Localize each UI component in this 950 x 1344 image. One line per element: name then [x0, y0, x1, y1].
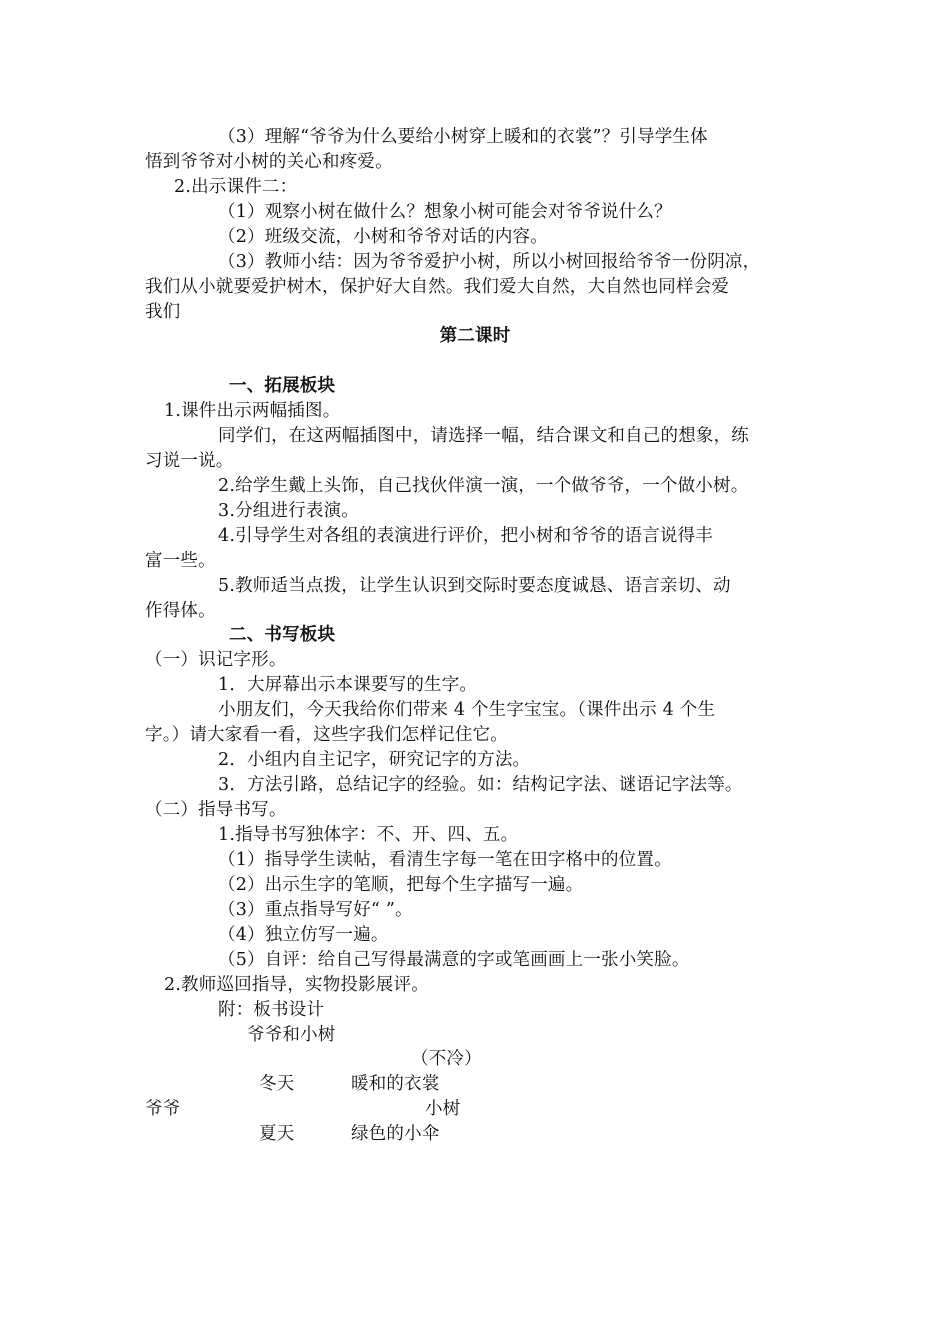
- text-line: 附：板书设计: [218, 1000, 325, 1020]
- text-line: （1）指导学生读帖，看清生字每一笔在田字格中的位置。: [218, 850, 672, 870]
- section-heading: 二、书写板块: [229, 625, 336, 645]
- text-line: （2）出示生字的笔顺，把每个生字描写一遍。: [218, 875, 584, 895]
- text-line: 2．小组内自主记字，研究记字的方法。: [218, 750, 531, 770]
- text-line: （二）指导书写。: [145, 800, 287, 820]
- text-line: （2）班级交流，小树和爷爷对话的内容。: [218, 227, 548, 247]
- text-line: 1.课件出示两幅插图。: [164, 401, 341, 421]
- text-line: 我们从小就要爱护树木，保护好大自然。我们爱大自然，大自然也同样会爱: [145, 277, 730, 297]
- text-line: 5.教师适当点拨，让学生认识到交际时要态度诚恳、语言亲切、动: [218, 576, 731, 596]
- board-text: 暖和的衣裳: [351, 1074, 440, 1094]
- text-line: 我们: [145, 302, 181, 322]
- text-line: 同学们，在这两幅插图中，请选择一幅，结合课文和自己的想象，练: [218, 426, 749, 446]
- board-text: 小树: [425, 1099, 461, 1119]
- text-line: 2.出示课件二：: [174, 177, 298, 197]
- text-line: 习说一说。: [145, 451, 234, 471]
- text-line: （4）独立仿写一遍。: [218, 925, 389, 945]
- board-text: 爷爷: [145, 1099, 181, 1119]
- text-line: （3）教师小结：因为爷爷爱护小树，所以小树回报给爷爷一份阴凉，: [218, 252, 761, 272]
- text-line: 3．方法引路，总结记字的经验。如：结构记字法、谜语记字法等。: [218, 775, 743, 795]
- text-line: 3.分组进行表演。: [218, 501, 359, 521]
- text-line: 2.教师巡回指导，实物投影展评。: [164, 975, 429, 995]
- text-line: （1）观察小树在做什么？想象小树可能会对爷爷说什么？: [218, 202, 672, 222]
- board-text: 夏天: [259, 1124, 295, 1144]
- board-text: （不冷）: [411, 1049, 482, 1069]
- text-line: 2.给学生戴上头饰，自己找伙伴演一演，一个做爷爷，一个做小树。: [218, 476, 749, 496]
- board-text: 绿色的小伞: [351, 1124, 440, 1144]
- text-line: 悟到爷爷对小树的关心和疼爱。: [145, 152, 393, 172]
- text-line: 1．大屏幕出示本课要写的生字。: [218, 675, 478, 695]
- text-line: （一）识记字形。: [145, 650, 287, 670]
- board-text: 冬天: [259, 1074, 295, 1094]
- section-title: 第二课时: [439, 326, 511, 346]
- board-title: 爷爷和小树: [247, 1025, 336, 1045]
- text-line: 富一些。: [145, 551, 216, 571]
- text-line: 作得体。: [145, 601, 216, 621]
- section-heading: 一、拓展板块: [229, 376, 336, 396]
- text-line: （5）自评：给自己写得最满意的字或笔画画上一张小笑脸。: [218, 950, 690, 970]
- text-line: （3）重点指导写好“ ”。: [218, 900, 413, 920]
- text-line: （3）理解“爷爷为什么要给小树穿上暖和的衣裳”？引导学生体: [218, 127, 708, 147]
- text-line: 4.引导学生对各组的表演进行评价，把小树和爷爷的语言说得丰: [218, 526, 713, 546]
- text-line: 小朋友们，今天我给你们带来 4 个生字宝宝。（课件出示 4 个生: [218, 700, 716, 720]
- text-line: 1.指导书写独体字：不、开、四、五。: [218, 825, 519, 845]
- text-line: 字。）请大家看一看，这些字我们怎样记住它。: [145, 725, 508, 745]
